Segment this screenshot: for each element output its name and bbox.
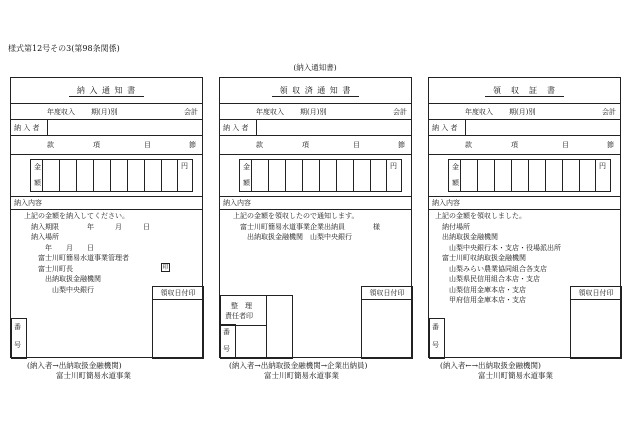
issuer-name: 富士川町簡易水道事業 bbox=[264, 371, 339, 380]
receipt-certificate-form bbox=[428, 77, 621, 358]
receipt-date-stamp-area bbox=[570, 286, 622, 359]
amount-label-1: 金 bbox=[452, 163, 459, 171]
fiscal-year-label: 年度収入 bbox=[47, 108, 75, 116]
item-setsu: 節 bbox=[398, 141, 405, 149]
item-moku: 目 bbox=[144, 141, 151, 149]
item-kan: 款 bbox=[465, 141, 472, 149]
payer-label: 納 入 者 bbox=[432, 124, 458, 132]
receipt-date-stamp-area bbox=[152, 286, 204, 359]
content-label: 納入内容 bbox=[432, 199, 460, 207]
routing-note: (納入者←→出納取扱金融機関) bbox=[440, 361, 541, 370]
item-kan: 款 bbox=[256, 141, 263, 149]
stamp-label: 領収日付印 bbox=[160, 289, 196, 297]
number-box: 番 号 bbox=[11, 318, 27, 359]
amount-box bbox=[239, 159, 402, 192]
item-kan: 款 bbox=[47, 141, 54, 149]
amount-label-1: 金 bbox=[34, 163, 41, 171]
form-number: 様式第12号その3(第98条関係) bbox=[8, 44, 120, 53]
payer-label: 納 入 者 bbox=[14, 124, 40, 132]
fiscal-year-label: 年度収入 bbox=[465, 108, 493, 116]
account-label: 会計 bbox=[184, 108, 198, 116]
item-moku: 目 bbox=[353, 141, 360, 149]
manager-label-1: 整 理 bbox=[231, 302, 252, 310]
content-label: 納入内容 bbox=[223, 199, 251, 207]
number-box: 番 号 bbox=[220, 324, 236, 359]
yen-label: 円 bbox=[599, 162, 606, 170]
item-kou: 項 bbox=[93, 141, 100, 149]
form-title: 納 入 通 知 書 bbox=[11, 85, 202, 96]
routing-note: (納入者→出納取扱金融機関→企業出納員) bbox=[229, 361, 368, 370]
amount-label-2: 額 bbox=[34, 179, 41, 187]
seal-mark: 印 bbox=[162, 264, 169, 271]
period-label: 期(月)別 bbox=[91, 108, 118, 116]
amount-label-2: 額 bbox=[452, 179, 459, 187]
receipt-date-stamp-area bbox=[361, 286, 413, 359]
notice-body: 上記の金額を領収しました。 納付場所 出納取扱金融機関 山梨中央銀行本・支店・役場派出所 富士川町収納取扱金融機関 山梨みらい農業協同組合各支店 山梨県民信用組合本店・支店 山梨信用金庫本店・支店 甲府信用金庫本店・支店 bbox=[435, 212, 561, 304]
content-label: 納入内容 bbox=[14, 199, 42, 207]
stamp-label: 領収日付印 bbox=[578, 289, 614, 297]
account-label: 会計 bbox=[602, 108, 616, 116]
issuer-name: 富士川町簡易水道事業 bbox=[478, 371, 553, 380]
payer-label: 納 入 者 bbox=[223, 124, 249, 132]
stamp-label: 領収日付印 bbox=[369, 289, 405, 297]
amount-box bbox=[448, 159, 611, 192]
amount-label-2: 額 bbox=[243, 179, 250, 187]
receipt-notice-form bbox=[219, 77, 412, 358]
form-title: 領 収 証 書 bbox=[429, 85, 620, 96]
item-setsu: 節 bbox=[189, 141, 196, 149]
form-title: 領 収 済 通 知 書 bbox=[220, 85, 411, 96]
issuer-name: 富士川町簡易水道事業 bbox=[56, 371, 131, 380]
item-kou: 項 bbox=[511, 141, 518, 149]
fiscal-year-label: 年度収入 bbox=[256, 108, 284, 116]
period-label: 期(月)別 bbox=[300, 108, 327, 116]
routing-note: (納入者→出納取扱金融機関) bbox=[27, 361, 122, 370]
period-label: 期(月)別 bbox=[509, 108, 536, 116]
amount-label-1: 金 bbox=[243, 163, 250, 171]
account-label: 会計 bbox=[393, 108, 407, 116]
payment-notice-form bbox=[10, 77, 203, 358]
yen-label: 円 bbox=[181, 162, 188, 170]
yen-label: 円 bbox=[390, 162, 397, 170]
number-box: 番 号 bbox=[429, 318, 445, 359]
item-setsu: 節 bbox=[607, 141, 614, 149]
notice-body: 上記の金額を納入してください。 納入期限 年 月 日 納入場所 年 月 日 富士川町簡易水道事業管理者 富士川町長 出納取扱金融機関 山梨中央銀行 bbox=[24, 212, 150, 294]
document-title: (納入通知書) bbox=[293, 63, 337, 72]
item-moku: 目 bbox=[562, 141, 569, 149]
item-kou: 項 bbox=[302, 141, 309, 149]
notice-body: 上記の金額を領収したので通知します。 富士川町簡易水道事業企業出納員 様 出納取扱金融機関 山梨中央銀行 bbox=[233, 212, 380, 241]
amount-box bbox=[30, 159, 193, 192]
manager-label-2: 責任者印 bbox=[225, 312, 253, 320]
